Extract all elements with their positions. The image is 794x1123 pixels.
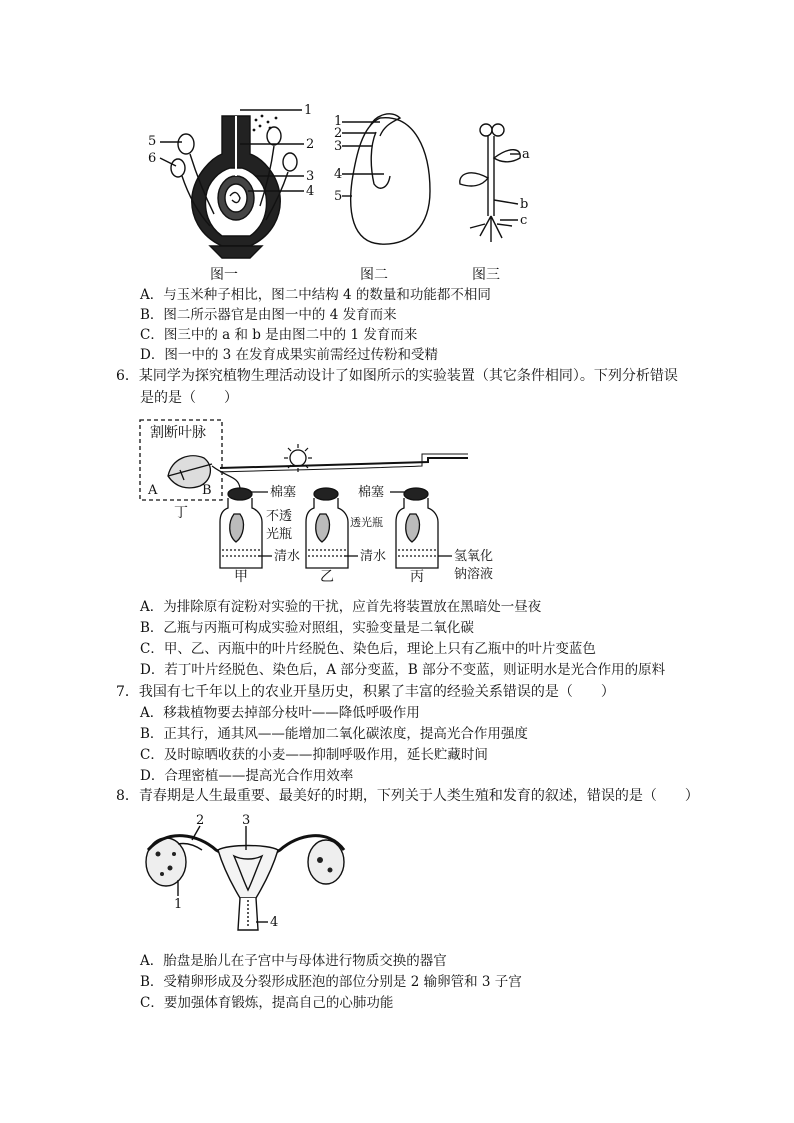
- water-label-2: 清水: [360, 549, 387, 564]
- naoh-label-2: 钠溶液: [454, 567, 494, 582]
- q8-fig-label-2: 2: [196, 813, 205, 828]
- q8-fig-label-3: 3: [242, 813, 251, 828]
- q7-option-a: A．移栽植物要去掉部分枝叶——降低呼吸作用: [140, 705, 420, 721]
- q7-option-b: B．正其行，通其风——能增加二氧化碳浓度，提高光合作用强度: [140, 726, 528, 742]
- box-title: 割断叶脉: [150, 425, 206, 441]
- flower-ovary-diagram: [160, 110, 304, 258]
- fig1-label-5: 5: [148, 134, 157, 149]
- transparent-bottle-label: 透光瓶: [350, 516, 383, 529]
- leaf-part-b: B: [202, 483, 212, 498]
- q8-option-c: C．要加强体育锻炼，提高自己的心肺功能: [140, 995, 394, 1011]
- female-reproductive-figure: [138, 810, 358, 940]
- q6-option-d: D．若丁叶片经脱色、染色后，A 部分变蓝，B 部分不变蓝，则证明水是光合作用的原料: [140, 662, 666, 678]
- leaf-part-a: A: [148, 483, 158, 498]
- cotton-label-1: 棉塞: [270, 485, 297, 500]
- fig1-label-2: 2: [306, 137, 315, 152]
- q8-option-b: B．受精卵形成及分裂形成胚泡的部位分别是 2 输卵管和 3 子宫: [140, 974, 522, 990]
- fig2-caption: 图二: [360, 267, 388, 283]
- bottle-bing-label: 丙: [410, 569, 424, 585]
- q5-option-a: A．与玉米种子相比，图二中结构 4 的数量和功能都不相同: [140, 287, 491, 303]
- fig1-label-6: 6: [148, 151, 157, 166]
- q6-option-a: A．为排除原有淀粉对实验的干扰，应首先将装置放在黑暗处一昼夜: [140, 599, 542, 615]
- q8-fig-label-1: 1: [174, 897, 183, 912]
- leaf-ding-label: 丁: [174, 505, 188, 521]
- q5-option-d: D．图一中的 3 在发育成果实前需经过传粉和受精: [140, 347, 438, 363]
- bottle-jia-label: 甲: [234, 569, 248, 585]
- bean-seed-diagram: [342, 114, 430, 244]
- fig1-caption: 图一: [210, 267, 238, 283]
- q6-stem-line1: 6．某同学为探究植物生理活动设计了如图所示的实验装置（其它条件相同）。下列分析错误: [116, 368, 678, 384]
- fig3-label-a: a: [522, 147, 530, 162]
- opaque-bottle-label-2: 光瓶: [266, 527, 293, 542]
- q8-stem: 8．青春期是人生最重要、最美好的时期，下列关于人类生殖和发育的叙述，错误的是（ ）: [116, 788, 699, 804]
- q6-option-b: B．乙瓶与丙瓶可构成实验对照组，实验变量是二氧化碳: [140, 620, 474, 636]
- q7-option-c: C．及时晾晒收获的小麦——抑制呼吸作用，延长贮藏时间: [140, 747, 488, 763]
- q8-option-a: A．胎盘是胎儿在子宫中与母体进行物质交换的器官: [140, 953, 447, 969]
- fig2-label-5: 5: [334, 189, 343, 204]
- bottle-yi-label: 乙: [320, 569, 334, 585]
- bottle-jia: [220, 488, 262, 568]
- opaque-bottle-label-1: 不透: [266, 509, 293, 524]
- water-label-1: 清水: [274, 549, 301, 564]
- q5-option-b: B．图二所示器官是由图一中的 4 发育而来: [140, 307, 397, 323]
- fig1-label-4: 4: [306, 184, 315, 199]
- q8-fig-label-4: 4: [270, 915, 279, 930]
- fig3-label-b: b: [520, 197, 529, 212]
- q5-option-c: C．图三中的 a 和 b 是由图二中的 1 发育而来: [140, 327, 418, 343]
- bean-seedling-diagram: [460, 124, 520, 242]
- fig2-label-2: 2: [334, 126, 343, 141]
- fig3-label-c: c: [520, 213, 528, 228]
- q6-stem-line2: 是的是（ ）: [140, 390, 238, 406]
- naoh-label-1: 氢氧化: [454, 549, 494, 564]
- q7-stem: 7．我国有七千年以上的农业开垦历史，积累了丰富的经验关系错误的是（ ）: [116, 684, 615, 700]
- fig2-label-4: 4: [334, 167, 343, 182]
- q7-option-d: D．合理密植——提高光合作用效率: [140, 768, 354, 784]
- fig1-label-3: 3: [306, 169, 315, 184]
- cotton-label-2: 棉塞: [358, 485, 385, 500]
- fig2-label-1: 1: [334, 114, 343, 129]
- fig3-caption: 图三: [472, 267, 500, 283]
- fig2-label-3: 3: [334, 139, 343, 154]
- photosynthesis-experiment-figure: [138, 418, 518, 590]
- bottle-yi: [306, 488, 348, 568]
- q6-option-c: C．甲、乙、丙瓶中的叶片经脱色、染色后，理论上只有乙瓶中的叶片变蓝色: [140, 641, 596, 657]
- bottle-bing: [396, 488, 438, 568]
- fig1-label-1: 1: [304, 103, 313, 118]
